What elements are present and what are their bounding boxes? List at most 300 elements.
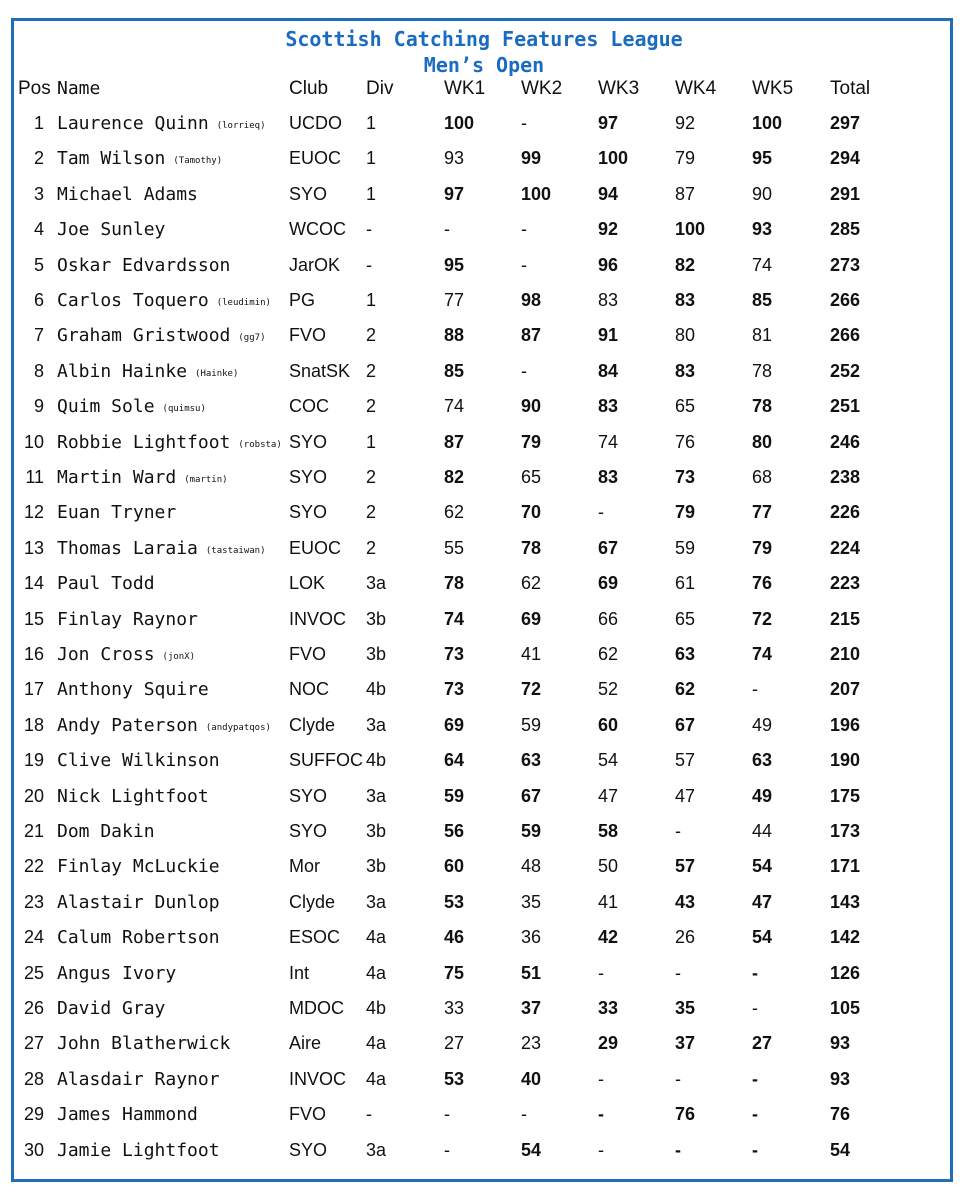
week-3-score: 47 (598, 785, 619, 806)
competitor-name-cell (57, 856, 220, 877)
competitor-name: Martin Ward (57, 467, 177, 488)
division-cell: 3a (366, 714, 387, 735)
division-cell: 1 (366, 290, 377, 310)
week-4-score: 82 (675, 254, 696, 275)
week-4-score: 37 (675, 1033, 696, 1054)
table-row (0, 396, 968, 426)
competitor-name-cell (57, 1140, 220, 1161)
competitor-name: Jon Cross (57, 644, 155, 665)
week-1-score: 100 (444, 113, 475, 133)
week-1-score: 62 (444, 502, 465, 523)
week-4-score: 47 (675, 785, 696, 806)
week-2-score: 63 (521, 750, 542, 771)
week-5-score: 80 (752, 431, 773, 452)
table-row (0, 821, 968, 851)
week-4-score: 73 (675, 467, 696, 487)
division-cell: 3b (366, 856, 387, 877)
total-score: 294 (830, 148, 861, 169)
competitor-name-cell (57, 538, 266, 559)
table-row (0, 679, 968, 709)
week-5-score: 100 (752, 113, 783, 133)
division-cell: 3b (366, 821, 387, 841)
total-score: 196 (830, 714, 861, 735)
week-3-score: 69 (598, 573, 619, 594)
week-3-score: - (598, 502, 604, 523)
division-cell: 2 (366, 537, 377, 558)
week-3-score: 62 (598, 644, 619, 664)
week-1-score: 73 (444, 644, 465, 664)
week-4-score: 65 (675, 608, 696, 629)
competitor-name: Quim Sole (57, 396, 155, 418)
competitor-name: Tam Wilson (57, 148, 166, 170)
total-score: 291 (830, 183, 861, 204)
competitor-name: Thomas Laraia (57, 537, 198, 559)
division-cell: 4a (366, 1068, 387, 1089)
week-1-score: - (444, 219, 450, 240)
table-row (0, 715, 968, 745)
total-score: 54 (830, 1139, 851, 1160)
week-2-score: 36 (521, 927, 542, 948)
club-cell: COC (289, 396, 329, 417)
competitor-name: Albin Hainke (57, 360, 188, 382)
table-row (0, 219, 968, 249)
total-score: 175 (830, 785, 861, 806)
competitor-name-cell (57, 715, 271, 736)
week-4-score: 92 (675, 113, 696, 133)
club-cell: SYO (289, 431, 328, 452)
position-cell: 5 (33, 254, 44, 275)
week-5-score: 78 (752, 396, 773, 417)
table-row (0, 609, 968, 639)
competitor-name: Oskar Edvardsson (57, 254, 231, 276)
total-score: 190 (830, 750, 861, 771)
week-3-score: 97 (598, 113, 619, 133)
competitor-name: Angus Ivory (57, 962, 177, 984)
week-4-score: 57 (675, 856, 696, 877)
competitor-name-cell (57, 821, 155, 842)
table-row (0, 113, 968, 143)
competitor-name-cell (57, 290, 271, 311)
competitor-username: (Tamothy) (173, 156, 223, 167)
club-cell: EUOC (289, 537, 342, 558)
total-score: 215 (830, 608, 861, 629)
division-cell: 4a (366, 1033, 387, 1054)
competitor-name: Alastair Dunlop (57, 891, 220, 913)
competitor-name: Clive Wilkinson (57, 750, 220, 772)
competitor-name-cell (57, 184, 198, 205)
week-4-score: 57 (675, 750, 696, 771)
division-cell: 3b (366, 608, 387, 629)
week-3-score: 41 (598, 891, 619, 912)
week-5-score: 81 (752, 325, 773, 346)
position-cell: 22 (23, 856, 44, 877)
competitor-name-cell (57, 396, 206, 417)
table-row (0, 998, 968, 1028)
division-cell: 3a (366, 891, 387, 912)
club-cell: WCOC (289, 219, 346, 240)
club-cell: Clyde (289, 714, 336, 735)
week-2-score: 40 (521, 1068, 542, 1089)
competitor-name-cell (57, 255, 230, 276)
competitor-name-cell (57, 927, 220, 948)
total-score: 210 (830, 644, 861, 664)
week-3-score: 100 (598, 148, 629, 169)
week-3-score: 94 (598, 183, 619, 204)
week-2-score: 65 (521, 467, 542, 487)
club-cell: SYO (289, 467, 328, 487)
week-2-score: 62 (521, 573, 542, 594)
division-cell: 3a (366, 1139, 387, 1160)
week-1-score: 88 (444, 325, 465, 346)
table-row (0, 856, 968, 886)
header-wk4: WK4 (675, 78, 717, 99)
competitor-name-cell (57, 998, 165, 1019)
competitor-name-cell (57, 963, 176, 984)
week-2-score: 90 (521, 396, 542, 417)
week-1-score: 27 (444, 1033, 465, 1054)
position-cell: 17 (23, 679, 44, 700)
week-5-score: - (752, 679, 758, 700)
week-1-score: 69 (444, 714, 465, 735)
header-club: Club (289, 78, 329, 99)
week-2-score: - (521, 360, 527, 381)
club-cell: PG (289, 290, 316, 310)
competitor-username: (andypatqos) (205, 722, 271, 733)
table-row (0, 892, 968, 922)
week-5-score: 85 (752, 290, 773, 310)
week-3-score: - (598, 1104, 604, 1125)
week-3-score: 83 (598, 290, 619, 310)
total-score: 246 (830, 431, 861, 452)
division-cell: 2 (366, 502, 377, 523)
total-score: 238 (830, 467, 861, 487)
competitor-name-cell (57, 467, 228, 488)
competitor-name: David Gray (57, 998, 166, 1019)
position-cell: 19 (23, 750, 44, 771)
position-cell: 18 (23, 714, 44, 735)
week-2-score: 59 (521, 821, 542, 841)
table-row (0, 255, 968, 285)
category-title: Men’s Open (423, 53, 545, 77)
table-row (0, 361, 968, 391)
competitor-username: (lorrieq) (216, 121, 266, 131)
competitor-name: Laurence Quinn (57, 113, 209, 134)
week-3-score: 50 (598, 856, 619, 877)
position-cell: 30 (23, 1139, 44, 1160)
division-cell: 3a (366, 573, 387, 594)
week-2-score: - (521, 219, 527, 240)
position-cell: 21 (23, 821, 44, 841)
competitor-name: Michael Adams (57, 183, 198, 205)
week-5-score: 76 (752, 573, 773, 594)
week-1-score: 74 (444, 608, 465, 629)
division-cell: 2 (366, 325, 377, 346)
week-1-score: 77 (444, 290, 465, 310)
week-5-score: 44 (752, 821, 773, 841)
total-score: 143 (830, 891, 861, 912)
week-2-score: 59 (521, 714, 542, 735)
week-4-score: 87 (675, 183, 696, 204)
competitor-name: Euan Tryner (57, 502, 177, 524)
competitor-username: (tastaiwan) (205, 545, 266, 556)
table-row (0, 963, 968, 993)
week-3-score: 54 (598, 750, 619, 771)
week-1-score: - (444, 1104, 450, 1125)
division-cell: 2 (366, 396, 377, 417)
position-cell: 16 (23, 644, 44, 664)
division-cell: 4b (366, 998, 387, 1018)
week-5-score: 54 (752, 856, 773, 877)
total-score: 93 (830, 1068, 851, 1089)
week-4-score: - (675, 1139, 681, 1160)
club-cell: NOC (289, 679, 329, 700)
club-cell: SYO (289, 821, 328, 841)
position-cell: 15 (23, 608, 44, 629)
club-cell: INVOC (289, 1068, 347, 1089)
position-cell: 6 (33, 290, 44, 310)
club-cell: LOK (289, 573, 326, 594)
week-4-score: 67 (675, 714, 696, 735)
header-name: Name (57, 78, 101, 99)
week-5-score: - (752, 1068, 758, 1089)
league-title: Scottish Catching Features League (285, 27, 683, 51)
position-cell: 28 (23, 1068, 44, 1089)
week-5-score: 90 (752, 183, 773, 204)
week-2-score: - (521, 254, 527, 275)
week-3-score: 91 (598, 325, 619, 346)
week-5-score: 47 (752, 891, 773, 912)
table-row (0, 1033, 968, 1063)
week-5-score: - (752, 998, 758, 1018)
competitor-name-cell (57, 1033, 230, 1054)
week-2-score: 78 (521, 537, 542, 558)
club-cell: EUOC (289, 148, 342, 169)
week-1-score: 93 (444, 148, 465, 169)
week-3-score: 83 (598, 467, 619, 487)
week-4-score: 79 (675, 148, 696, 169)
table-row (0, 538, 968, 568)
week-1-score: 56 (444, 821, 465, 841)
week-5-score: 49 (752, 785, 773, 806)
division-cell: - (366, 254, 372, 275)
week-5-score: - (752, 1104, 758, 1125)
week-4-score: 35 (675, 998, 696, 1018)
week-2-score: 99 (521, 148, 542, 169)
week-5-score: 95 (752, 148, 773, 169)
position-cell: 24 (23, 927, 44, 948)
position-cell: 1 (33, 113, 44, 133)
week-1-score: 78 (444, 573, 465, 594)
total-score: 76 (830, 1104, 851, 1125)
competitor-name-cell (57, 573, 155, 594)
total-score: 297 (830, 113, 861, 133)
week-1-score: 82 (444, 467, 465, 487)
position-cell: 29 (23, 1104, 44, 1125)
club-cell: Clyde (289, 891, 336, 912)
week-4-score: 63 (675, 644, 696, 664)
club-cell: ESOC (289, 927, 341, 948)
week-4-score: - (675, 962, 681, 983)
week-1-score: 73 (444, 679, 465, 700)
week-2-score: 87 (521, 325, 542, 346)
week-5-score: 63 (752, 750, 773, 771)
week-5-score: 78 (752, 360, 773, 381)
week-3-score: 96 (598, 254, 619, 275)
club-cell: UCDO (289, 113, 342, 133)
total-score: 93 (830, 1033, 851, 1054)
position-cell: 7 (33, 325, 44, 346)
competitor-name: Finlay Raynor (57, 608, 198, 630)
header-wk3: WK3 (598, 78, 640, 99)
position-cell: 25 (23, 962, 44, 983)
week-1-score: 59 (444, 785, 465, 806)
header-wk2: WK2 (521, 78, 563, 99)
competitor-name: Anthony Squire (57, 679, 209, 701)
week-1-score: 97 (444, 183, 465, 204)
week-4-score: 65 (675, 396, 696, 417)
division-cell: 1 (366, 431, 377, 452)
week-4-score: 61 (675, 573, 696, 594)
competitor-username: (leudimin) (216, 298, 271, 308)
competitor-name: Paul Todd (57, 573, 155, 595)
week-1-score: 95 (444, 254, 465, 275)
position-cell: 9 (33, 396, 44, 417)
week-5-score: 68 (752, 467, 773, 487)
week-1-score: 85 (444, 360, 465, 381)
week-2-score: 54 (521, 1139, 542, 1160)
position-cell: 23 (23, 891, 44, 912)
competitor-name-cell (57, 432, 282, 453)
week-1-score: 53 (444, 891, 465, 912)
competitor-name-cell (57, 1104, 198, 1125)
header-div: Div (366, 78, 394, 99)
club-cell: JarOK (289, 254, 341, 275)
competitor-name: James Hammond (57, 1104, 198, 1126)
table-row (0, 644, 968, 674)
division-cell: 1 (366, 183, 377, 204)
table-row (0, 432, 968, 462)
competitor-name-cell (57, 644, 195, 665)
week-5-score: 54 (752, 927, 773, 948)
table-row (0, 750, 968, 780)
week-2-score: - (521, 1104, 527, 1125)
table-row (0, 148, 968, 178)
competitor-name: Calum Robertson (57, 927, 220, 949)
competitor-username: (martin) (184, 475, 228, 485)
position-cell: 20 (23, 785, 44, 806)
week-4-score: 26 (675, 927, 696, 948)
week-3-score: 67 (598, 537, 619, 558)
total-score: 224 (830, 537, 861, 558)
division-cell: 4b (366, 750, 387, 771)
week-3-score: 74 (598, 431, 619, 452)
week-1-score: 87 (444, 431, 465, 452)
week-4-score: 59 (675, 537, 696, 558)
week-1-score: 75 (444, 962, 465, 983)
division-cell: - (366, 1104, 372, 1125)
position-cell: 4 (33, 219, 44, 240)
total-score: 273 (830, 254, 861, 275)
week-2-score: 70 (521, 502, 542, 523)
week-4-score: 83 (675, 360, 696, 381)
club-cell: MDOC (289, 998, 344, 1018)
table-row (0, 1104, 968, 1134)
total-score: 266 (830, 290, 861, 310)
week-2-score: 35 (521, 891, 542, 912)
table-row (0, 184, 968, 214)
week-4-score: 100 (675, 219, 706, 240)
total-score: 226 (830, 502, 861, 523)
position-cell: 27 (23, 1033, 44, 1054)
week-4-score: 83 (675, 290, 696, 310)
competitor-name-cell (57, 325, 265, 346)
header-wk5: WK5 (752, 78, 794, 99)
week-5-score: 93 (752, 219, 773, 240)
competitor-name-cell (57, 502, 176, 523)
table-row (0, 1140, 968, 1170)
week-2-score: 69 (521, 608, 542, 629)
week-1-score: 33 (444, 998, 465, 1018)
division-cell: 2 (366, 360, 377, 381)
division-cell: 4a (366, 962, 387, 983)
club-cell: Int (289, 962, 310, 983)
position-cell: 10 (23, 431, 44, 452)
week-2-score: 41 (521, 644, 542, 664)
week-3-score: 58 (598, 821, 619, 841)
table-row (0, 290, 968, 320)
week-4-score: 76 (675, 431, 696, 452)
division-cell: 2 (366, 467, 377, 487)
week-3-score: - (598, 962, 604, 983)
competitor-name: Andy Paterson (57, 714, 198, 736)
division-cell: 3a (366, 785, 387, 806)
competitor-username: (quimsu) (162, 404, 206, 415)
competitor-name-cell (57, 361, 238, 382)
club-cell: FVO (289, 644, 327, 664)
table-row (0, 502, 968, 532)
week-4-score: 43 (675, 891, 696, 912)
week-5-score: - (752, 1139, 758, 1160)
week-2-score: 72 (521, 679, 542, 700)
total-score: 251 (830, 396, 861, 417)
table-row (0, 325, 968, 355)
competitor-name-cell (57, 750, 220, 771)
week-5-score: 74 (752, 254, 773, 275)
week-1-score: 60 (444, 856, 465, 877)
week-3-score: 84 (598, 360, 619, 381)
week-5-score: 74 (752, 644, 773, 664)
club-cell: FVO (289, 325, 327, 346)
table-row (0, 927, 968, 957)
club-cell: SYO (289, 785, 328, 806)
table-row (0, 573, 968, 603)
table-header (0, 78, 968, 108)
total-score: 171 (830, 856, 861, 877)
week-1-score: 55 (444, 537, 465, 558)
week-3-score: 52 (598, 679, 619, 700)
week-2-score: 23 (521, 1033, 542, 1054)
division-cell: 1 (366, 113, 377, 133)
total-score: 126 (830, 962, 861, 983)
header-pos: Pos (18, 78, 51, 99)
week-4-score: 76 (675, 1104, 696, 1125)
competitor-username: (Hainke) (195, 368, 239, 379)
competitor-username: (jonX) (162, 652, 196, 662)
week-1-score: 53 (444, 1068, 465, 1089)
competitor-name-cell (57, 609, 198, 630)
club-cell: SYO (289, 502, 328, 523)
division-cell: 1 (366, 148, 377, 169)
